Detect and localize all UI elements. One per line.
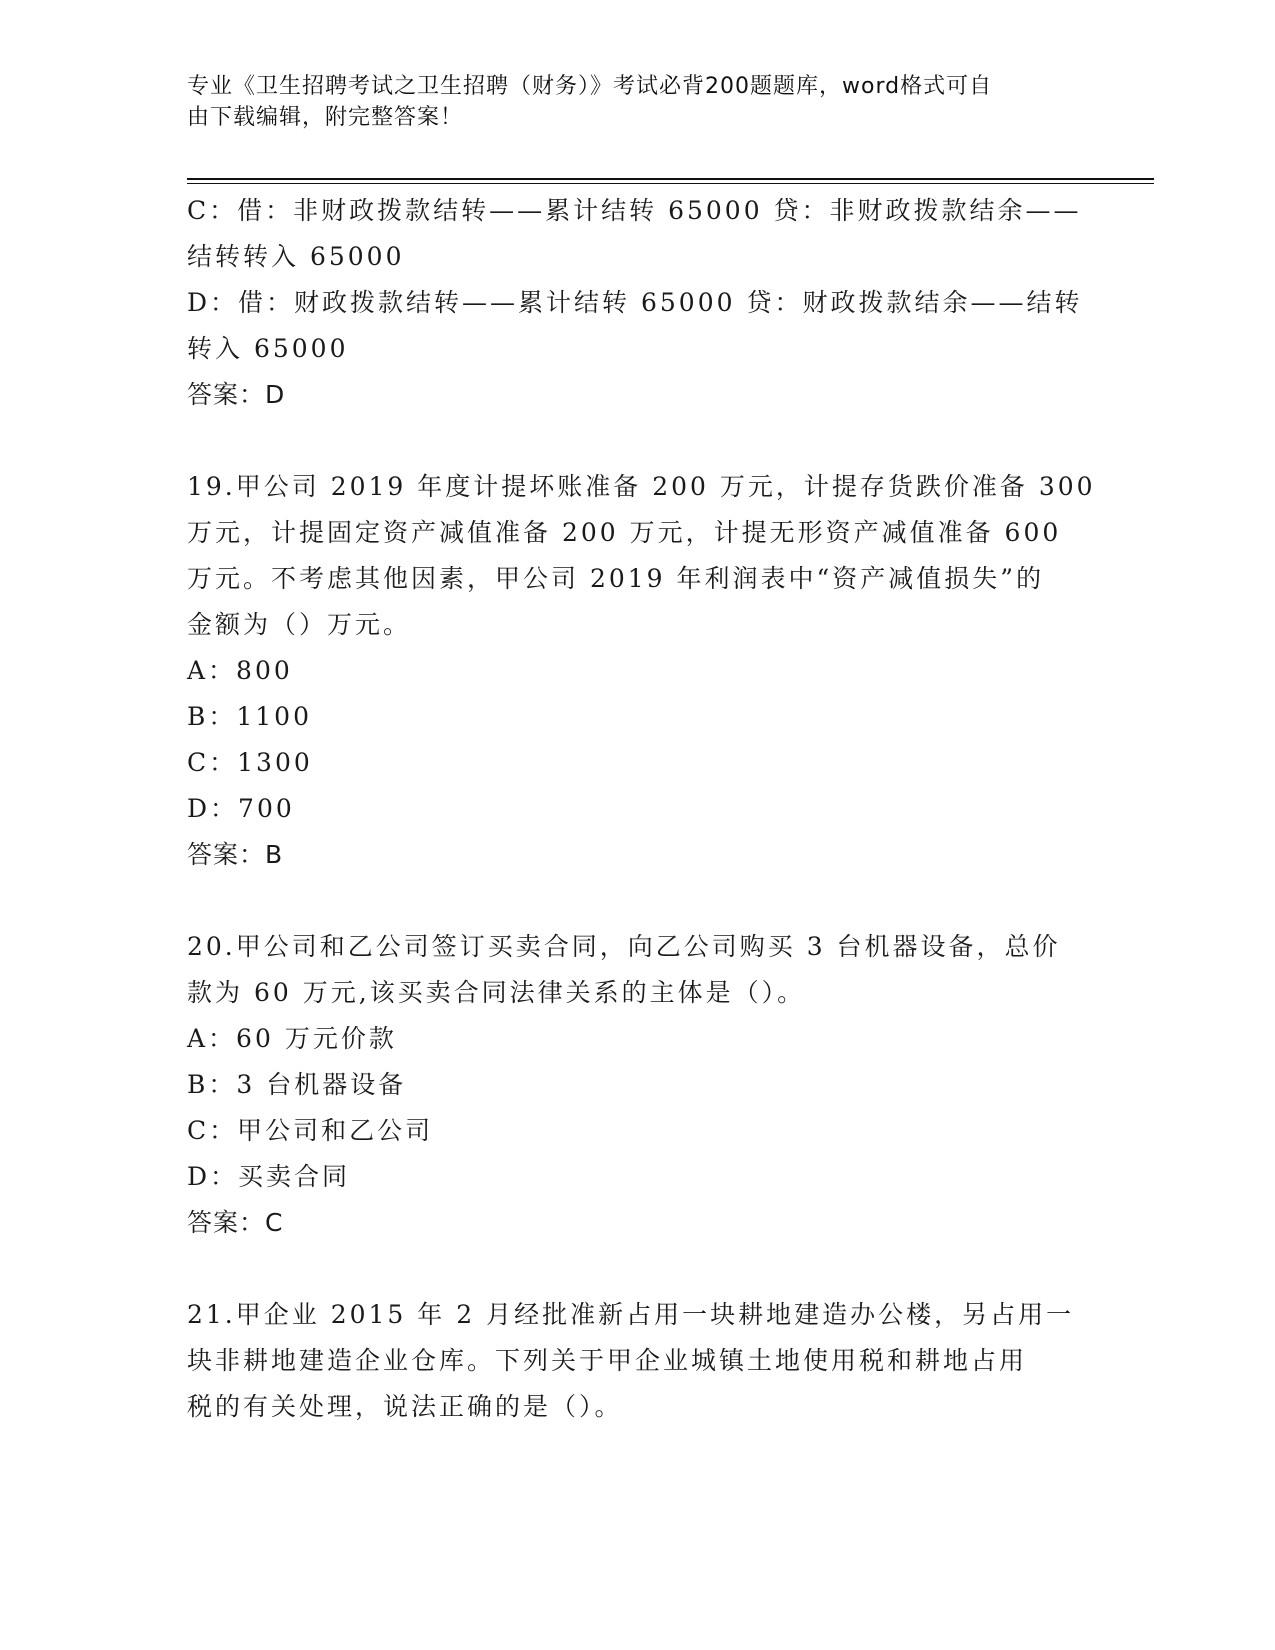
question-stem: 税的有关处理，说法正确的是（）。	[187, 1392, 623, 1421]
question-stem: 19.甲公司 2019 年度计提坏账准备 200 万元，计提存货跌价准备 300	[187, 472, 1096, 501]
page-header	[187, 71, 1067, 133]
spacer	[187, 418, 1077, 464]
question-stem: 万元，计提固定资产减值准备 200 万元，计提无形资产减值准备 600	[187, 518, 1062, 547]
option-c: C：1300	[187, 748, 313, 777]
question-stem: 21.甲企业 2015 年 2 月经批准新占用一块耕地建造办公楼，另占用一	[187, 1300, 1075, 1329]
option-b: B：1100	[187, 702, 312, 731]
question-content	[187, 188, 1096, 1430]
option-d: D：买卖合同	[187, 1162, 351, 1191]
question-stem: 20.甲公司和乙公司签订买卖合同，向乙公司购买 3 台机器设备，总价	[187, 932, 1061, 961]
question-20	[187, 924, 1077, 1246]
option-a: A：800	[187, 656, 293, 685]
question-stem: 款为 60 万元,该买卖合同法律关系的主体是（）。	[187, 978, 806, 1007]
option-c: C：借：非财政拨款结转——累计结转 65000 贷：非财政拨款结余——	[187, 196, 1082, 225]
option-d: D：借：财政拨款结转——累计结转 65000 贷：财政拨款结余——结转	[187, 288, 1083, 317]
question-19	[187, 464, 1096, 878]
option-c-continued: 结转转入 65000	[187, 242, 405, 271]
header-line-2: 由下载编辑，附完整答案！	[187, 105, 464, 130]
question-stem: 块非耕地建造企业仓库。下列关于甲企业城镇土地使用税和耕地占用	[187, 1346, 1028, 1375]
option-a: A：60 万元价款	[187, 1024, 397, 1053]
option-b: B：3 台机器设备	[187, 1070, 407, 1099]
question-stem: 万元。不考虑其他因素，甲公司 2019 年利润表中“资产减值损失”的	[187, 564, 1045, 593]
answer: 答案：D	[187, 380, 286, 409]
question-21	[187, 1292, 1077, 1430]
spacer	[187, 878, 1077, 924]
answer: 答案：B	[187, 840, 284, 869]
header-divider-thick	[187, 178, 1154, 180]
spacer	[187, 1246, 1077, 1292]
header-line-1: 专业《卫生招聘考试之卫生招聘（财务）》考试必背200题题库，word格式可自	[187, 74, 993, 99]
question-18-continued	[187, 188, 1083, 418]
header-divider-thin	[187, 183, 1154, 184]
option-d-continued: 转入 65000	[187, 334, 349, 363]
option-d: D：700	[187, 794, 295, 823]
answer: 答案：C	[187, 1208, 284, 1237]
option-c: C：甲公司和乙公司	[187, 1116, 434, 1145]
question-stem: 金额为（）万元。	[187, 610, 412, 639]
